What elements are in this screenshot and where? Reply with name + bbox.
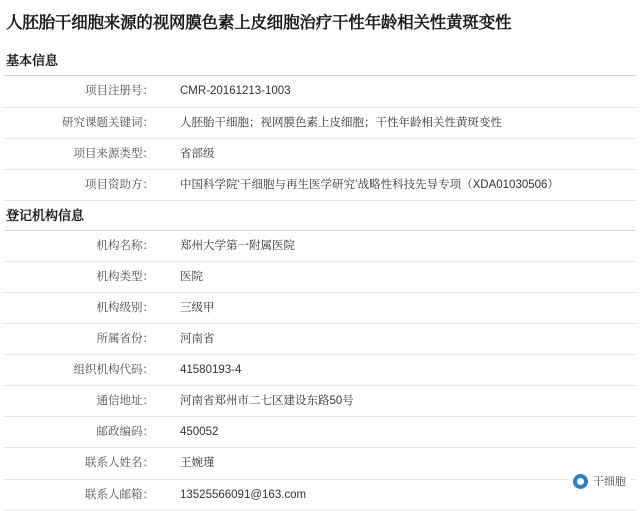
- table-row: [4, 448, 636, 479]
- row-value: 医院: [180, 270, 203, 283]
- section-heading: 基本信息: [6, 53, 59, 69]
- section-heading: 登记机构信息: [6, 207, 85, 223]
- table-row: [4, 261, 636, 292]
- row-label: 项目注册号：: [85, 85, 154, 98]
- row-value: 河南省郑州市二七区建设东路50号: [180, 395, 354, 408]
- row-value: 中国科学院‘干细胞与再生医学研究’战略性科技先导专项（XDA01030506）: [180, 178, 559, 191]
- row-label: 联系人邮箱：: [85, 488, 154, 501]
- row-value: CMR-20161213-1003: [180, 85, 291, 98]
- table-row: [4, 417, 636, 448]
- table-row: [4, 76, 636, 107]
- row-label: 组织机构代码：: [73, 364, 154, 377]
- table-row: [4, 169, 636, 200]
- watermark-label: 干细胞: [593, 476, 626, 488]
- row-label: 机构类型：: [96, 270, 154, 283]
- row-label: 机构名称：: [96, 239, 154, 252]
- circle-logo-icon: [573, 474, 588, 489]
- section-institution-info: [0, 201, 640, 511]
- row-value: 郑州大学第一附属医院: [180, 239, 295, 252]
- row-value: 河南省: [180, 333, 215, 346]
- watermark: [569, 471, 630, 491]
- table-row: [4, 231, 636, 262]
- row-label: 所属省份：: [96, 333, 154, 346]
- page-title: 人胚胎干细胞来源的视网膜色素上皮细胞治疗干性年龄相关性黄斑变性: [6, 14, 512, 32]
- row-label: 机构级别：: [96, 302, 154, 314]
- row-value: 人胚胎干细胞；视网膜色素上皮细胞；干性年龄相关性黄斑变性: [180, 116, 502, 129]
- table-row: [4, 107, 636, 138]
- row-label: 项目来源类型：: [73, 147, 154, 160]
- basic-info-table: [4, 76, 636, 200]
- row-value: 省部级: [180, 147, 215, 160]
- table-row: [4, 324, 636, 355]
- row-label: 联系人姓名：: [85, 457, 154, 470]
- row-value: 13525566091@163.com: [180, 488, 307, 501]
- row-label: 研究课题关键词：: [62, 116, 154, 129]
- institution-info-table: [4, 231, 636, 511]
- row-value: 三级甲: [180, 302, 215, 314]
- table-row: [4, 479, 636, 510]
- row-value: 41580193-4: [180, 364, 242, 377]
- row-value: 450052: [180, 426, 219, 439]
- table-row: [4, 138, 636, 169]
- table-row: [4, 355, 636, 386]
- row-label: 通信地址：: [96, 395, 154, 408]
- row-label: 邮政编码：: [96, 426, 154, 439]
- row-label: 项目资助方：: [85, 178, 154, 191]
- row-value: 王婉瑾: [180, 457, 215, 470]
- section-basic-info: [0, 46, 640, 200]
- table-row: [4, 386, 636, 417]
- table-row: [4, 293, 636, 324]
